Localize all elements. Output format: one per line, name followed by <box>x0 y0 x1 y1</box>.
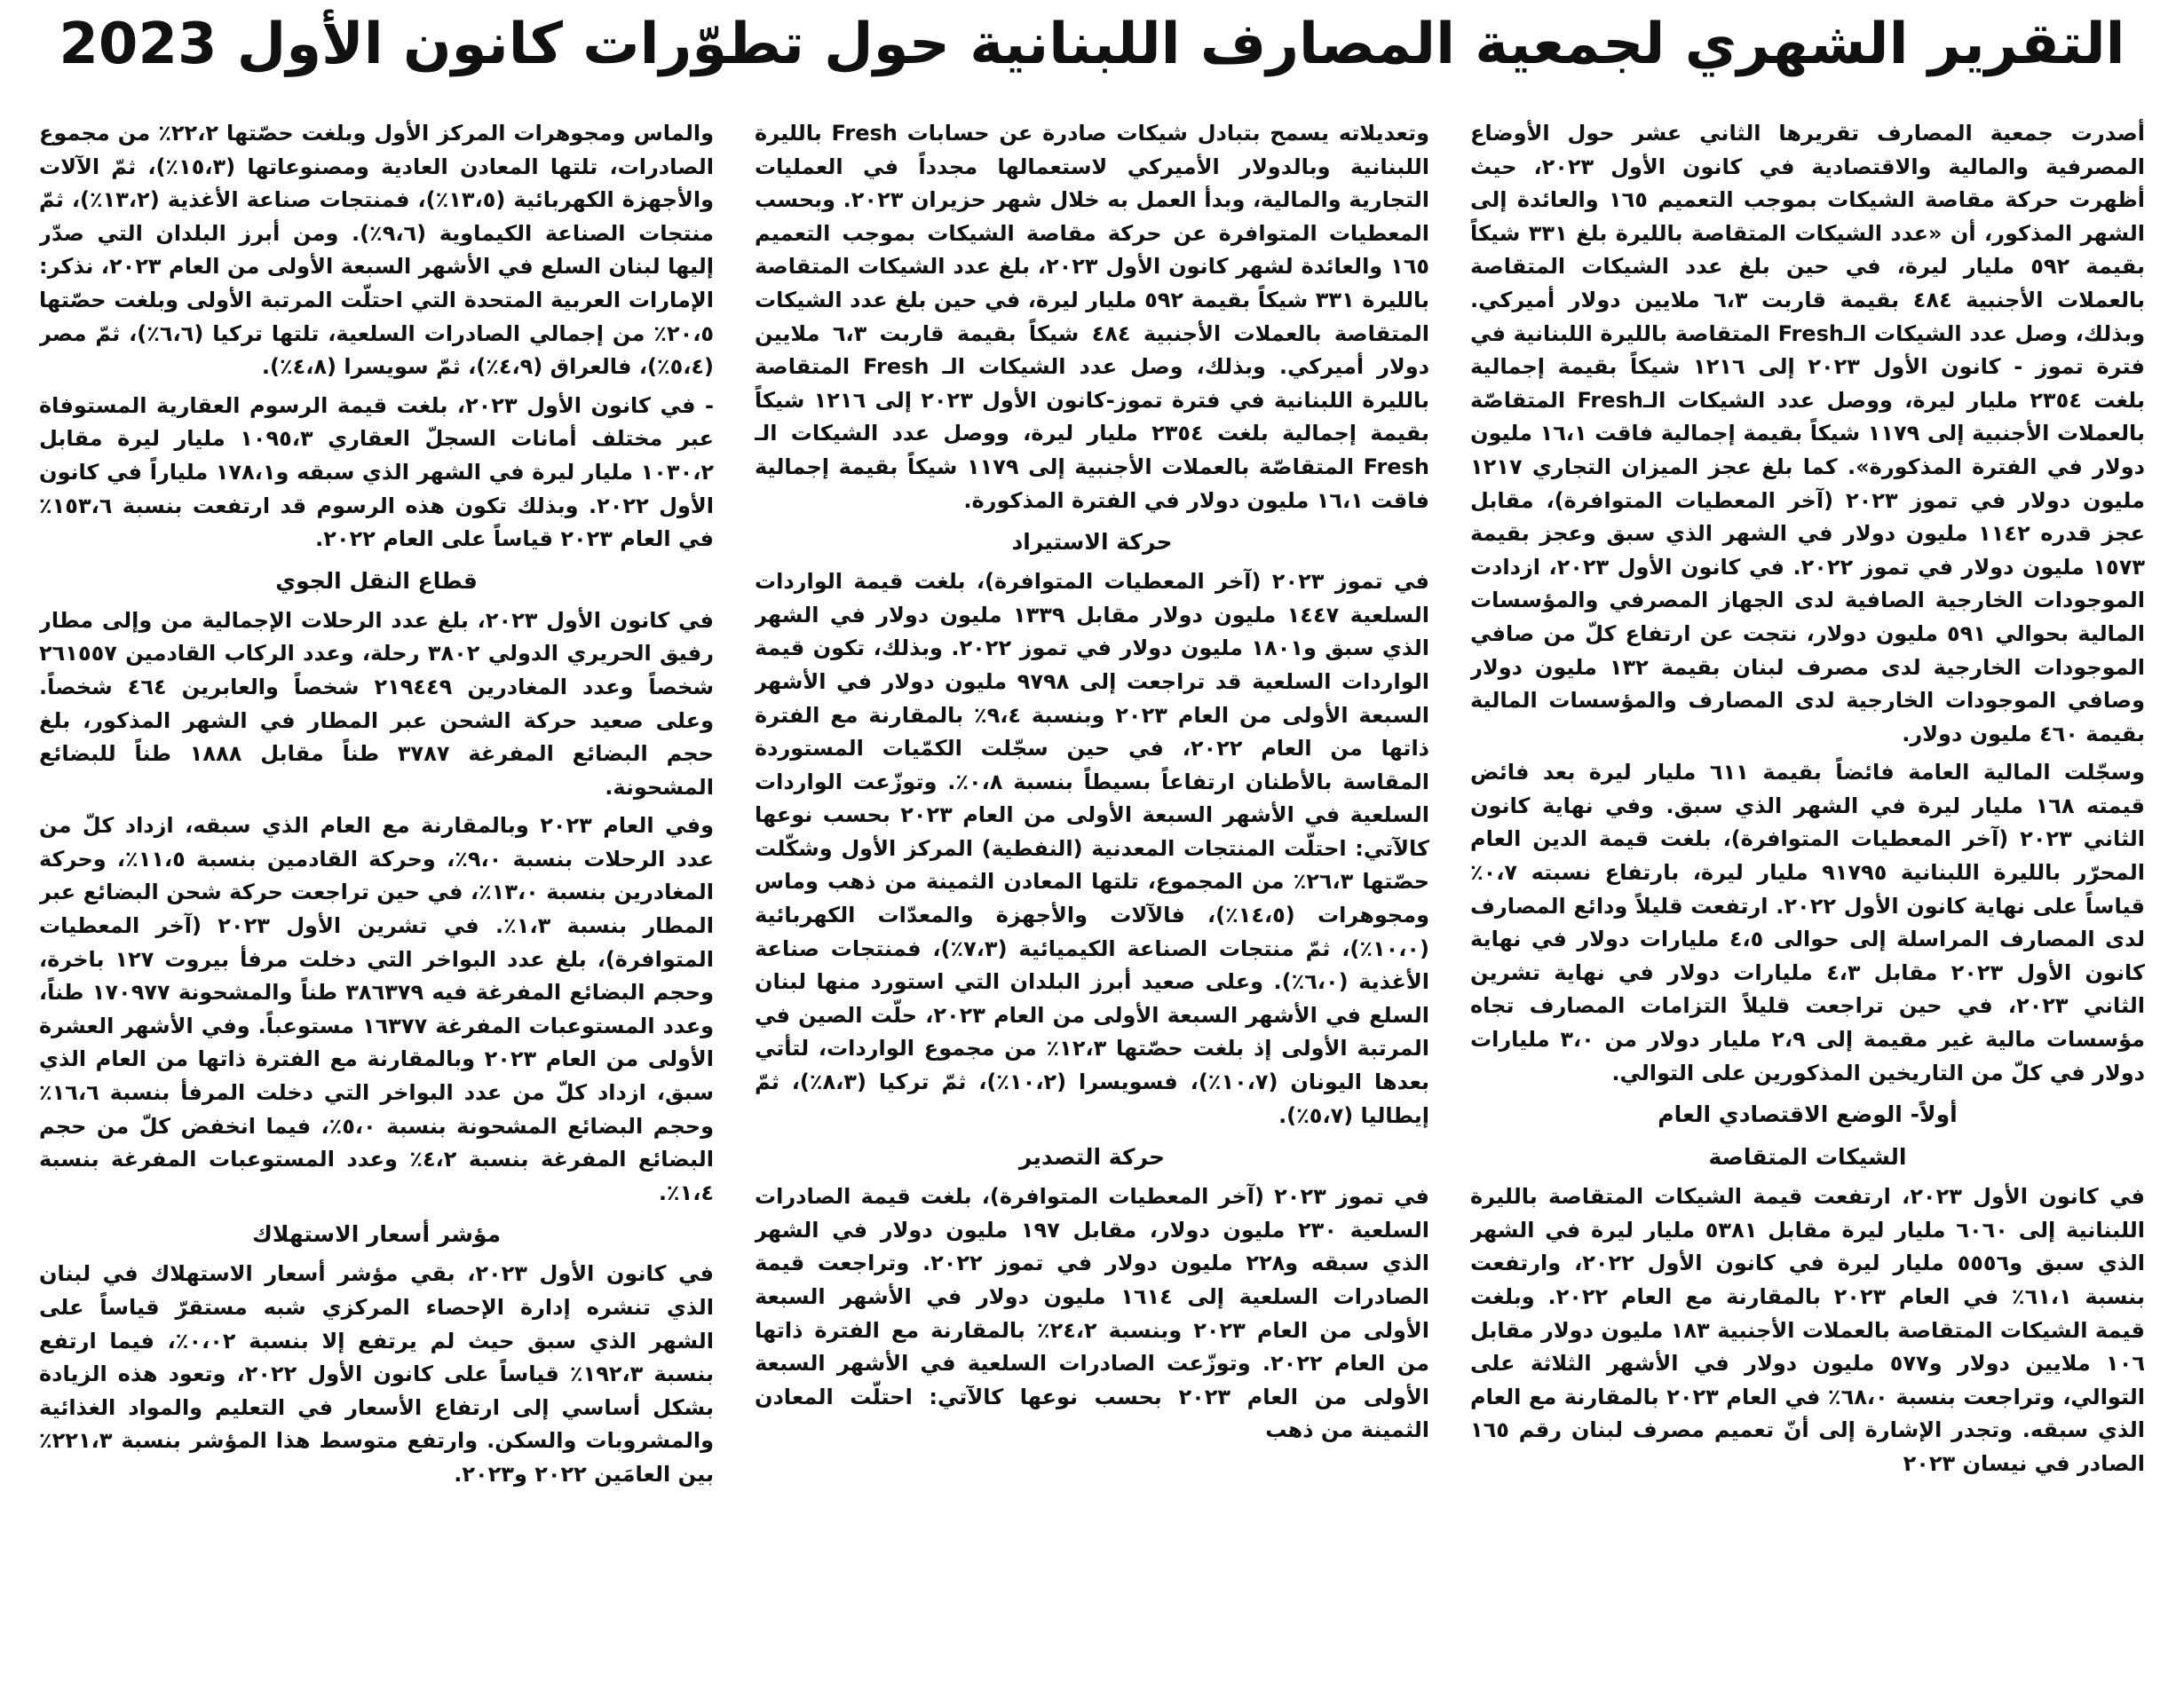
paragraph: وفي العام ٢٠٢٣ وبالمقارنة مع العام الذي سبقه، ازداد كلّ من عدد الرحلات بنسبة ٩،٠٪، وحركة القادمين بنسبة ١١،٥٪، وحركة المغادرين بنسبة ١٣،٠٪، في حين تراجعت حركة شحن البضائع عبر المطار بنسبة ١،٣٪. في تشرين الأول ٢٠٢٣ (آخر المعطيات المتوافرة)، بلغ عدد البواخر التي دخلت مرفأ بيروت ١٢٧ باخرة، وحجم البضائع المفرغة فيه ٣٨٦٣٧٩ طناً والمشحونة ١٧٠٩٧٧ طناً، وعدد المستوعبات المفرغة ١٦٣٧٧ مستوعباً. وفي الأشهر العشرة الأولى من العام ٢٠٢٣ وبالمقارنة مع الفترة ذاتها من العام الذي سبق، ازداد كلّ من عدد البواخر التي دخلت المرفأ بنسبة ١٦،٦٪ وحجم البضائع المشحونة بنسبة ٥،٠٪، فيما انخفض كلّ من حجم البضائع المفرغة بنسبة ٤،٢٪ وعدد المستوعبات المفرغة بنسبة ١،٤٪. <box>39 813 714 1205</box>
column-middle <box>755 117 1429 1684</box>
paragraph: في كانون الأول ٢٠٢٣، بقي مؤشر أسعار الاستهلاك في لبنان الذي تنشره إدارة الإحصاء المركزي شبه مستقرّ قياساً على الشهر الذي سبق حيث لم يرتفع إلا بنسبة ٠،٠٢٪، فيما ارتفع بنسبة ١٩٢،٣٪ قياساً على كانون الأول ٢٠٢٢، وتعود هذه الزيادة بشكل أساسي إلى ارتفاع الأسعار في التعليم والمواد الغذائية والمشروبات والسكن. وارتفع متوسط هذا المؤشر بنسبة ٢٢١،٣٪ بين العامَين ٢٠٢٢ و٢٠٢٣. <box>39 1261 714 1487</box>
paragraph: أصدرت جمعية المصارف تقريرها الثاني عشر حول الأوضاع المصرفية والمالية والاقتصادية في كانون الأول ٢٠٢٣، حيث أظهرت حركة مقاصة الشيكات بموجب التعميم ١٦٥ والعائدة إلى الشهر المذكور، أن «عدد الشيكات المتقاصة بالليرة بلغ ٣٣١ شيكاً بقيمة ٥٩٢ مليار ليرة، في حين بلغ عدد الشيكات المتقاصة بالعملات الأجنبية ٤٨٤ بقيمة قاربت ٦،٣ ملايين دولار أميركي. وبذلك، وصل عدد الشيكات الـFresh المتقاصة بالليرة اللبنانية في فترة تموز - كانون الأول ٢٠٢٣ إلى ١٢١٦ شيكاً بقيمة إجمالية بلغت ٢٣٥٤ مليار ليرة، ووصل عدد الشيكات الـFresh المتقاصّة بالعملات الأجنبية إلى ١١٧٩ شيكاً بقيمة إجمالية فاقت ١٦،١ مليون دولار في الفترة المذكورة». كما بلغ عجز الميزان التجاري ١٢١٧ مليون دولار في تموز ٢٠٢٣ (آخر المعطيات المتوافرة)، مقابل عجز قدره ١١٤٢ مليون دولار في الشهر الذي سبق وعجز بقيمة ١٥٧٣ مليون دولار في تموز ٢٠٢٢. في كانون الأول ٢٠٢٣، ازدادت الموجودات الخارجية الصافية لدى الجهاز المصرفي والمؤسسات المالية بحوالي ٥٩١ مليون دولار، نتجت عن ارتفاع كلّ من صافي الموجودات الخارجية لدى مصرف لبنان بقيمة ١٣٢ مليون دولار وصافي الموجودات الخارجية لدى المصارف والمؤسسات المالية بقيمة ٤٦٠ مليون دولار. <box>1470 121 2145 746</box>
paragraph: والماس ومجوهرات المركز الأول وبلغت حصّتها ٢٢،٢٪ من مجموع الصادرات، تلتها المعادن العادية ومصنوعاتها (١٥،٣٪)، ثمّ الآلات والأجهزة الكهربائية (١٣،٥٪)، فمنتجات صناعة الأغذية (١٣،٢٪)، ثمّ منتجات الصناعة الكيماوية (٩،٦٪). ومن أبرز البلدان التي صدّر إليها لبنان السلع في الأشهر السبعة الأولى من العام ٢٠٢٣، نذكر: الإمارات العربية المتحدة التي احتلّت المرتبة الأولى وبلغت حصّتها ٢٠،٥٪ من إجمالي الصادرات السلعية، تلتها تركيا (٦،٦٪)، ثمّ مصر (٥،٤٪)، فالعراق (٤،٩٪)، ثمّ سويسرا (٤،٨٪). <box>39 121 714 380</box>
paragraph: في كانون الأول ٢٠٢٣، ارتفعت قيمة الشيكات المتقاصة بالليرة اللبنانية إلى ٦٠٦٠ مليار ليرة مقابل ٥٣٨١ مليار ليرة في الشهر الذي سبق و٥٥٥٦ مليار ليرة في كانون الأول ٢٠٢٢، وارتفعت بنسبة ٦١،١٪ في العام ٢٠٢٣ بالمقارنة مع العام ٢٠٢٢. وبلغت قيمة الشيكات المتقاصة بالعملات الأجنبية ١٨٣ مليون دولار مقابل ١٠٦ ملايين دولار و٥٧٧ مليون دولار في الأشهر الثلاثة على التوالي، وتراجعت بنسبة ٦٨،٠٪ في العام ٢٠٢٣ بالمقارنة مع العام الذي سبقه. وتجدر الإشارة إلى أنّ تعميم مصرف لبنان رقم ١٦٥ الصادر في نيسان ٢٠٢٣ <box>1470 1184 2145 1476</box>
paragraph: في كانون الأول ٢٠٢٣، بلغ عدد الرحلات الإجمالية من وإلى مطار رفيق الحريري الدولي ٣٨٠٢ رحلة، وعدد الركاب القادمين ٢٦١٥٥٧ شخصاً وعدد المغادرين ٢١٩٤٤٩ شخصاً والعابرين ٤٦٤ شخصاً. وعلى صعيد حركة الشحن عبر المطار في الشهر المذكور، بلغ حجم البضائع المفرغة ٣٧٨٧ طناً مقابل ١٨٨٨ طناً للبضائع المشحونة. <box>39 607 714 800</box>
section-heading: أولاً- الوضع الاقتصادي العام <box>1658 1101 1958 1128</box>
column-left <box>39 117 714 1684</box>
paragraph: في تموز ٢٠٢٣ (آخر المعطيات المتوافرة)، بلغت قيمة الواردات السلعية ١٤٤٧ مليون دولار مقابل ١٣٣٩ مليون دولار في الشهر الذي سبق و١٨٠١ مليون دولار في تموز ٢٠٢٢. وبذلك، تكون قيمة الواردات السلعية قد تراجعت إلى ٩٧٩٨ مليون دولار في الأشهر السبعة الأولى من العام ٢٠٢٣ وبنسبة ٩،٤٪ بالمقارنة مع الفترة ذاتها من العام ٢٠٢٢، في حين سجّلت الكمّيات المستوردة المقاسة بالأطنان ارتفاعاً بسيطاً بنسبة ٠،٨٪. وتوزّعت الواردات السلعية في الأشهر السبعة الأولى من العام ٢٠٢٣ بحسب نوعها كالآتي: احتلّت المنتجات المعدنية (النفطية) المركز الأول وشكّلت حصّتها ٢٦،٣٪ من المجموع، تلتها المعادن الثمينة من ذهب وماس ومجوهرات (١٤،٥٪)، فالآلات والأجهزة والمعدّات الكهربائية (١٠،٠٪)، ثمّ منتجات الصناعة الكيميائية (٧،٣٪)، فمنتجات صناعة الأغذية (٦،٠٪). وعلى صعيد أبرز البلدان التي استورد منها لبنان السلع في الأشهر السبعة الأولى من العام ٢٠٢٣، حلّت الصين في المرتبة الأولى إذ بلغت حصّتها ١٢،٣٪ من مجموع الواردات، لتأتي بعدها اليونان (١٠،٧٪)، فسويسرا (١٠،٢٪)، ثمّ تركيا (٨،٣٪)، ثمّ إيطاليا (٥،٧٪). <box>755 569 1429 1128</box>
column-right <box>1470 117 2145 1684</box>
section-heading: مؤشر أسعار الاستهلاك <box>251 1221 502 1248</box>
section-heading: قطاع النقل الجوي <box>275 567 478 594</box>
paragraph: - في كانون الأول ٢٠٢٣، بلغت قيمة الرسوم العقارية المستوفاة عبر مختلف أمانات السجلّ العقاري ١٠٩٥،٣ مليار ليرة مقابل ١٠٣٠،٢ مليار ليرة في الشهر الذي سبقه و١٧٨،١ ملياراً في كانون الأول ٢٠٢٢. وبذلك تكون هذه الرسوم قد ارتفعت بنسبة ١٥٣،٦٪ في العام ٢٠٢٣ قياساً على العام ٢٠٢٢. <box>39 392 714 552</box>
section-heading: حركة التصدير <box>1018 1144 1166 1171</box>
paragraph: وتعديلاته يسمح بتبادل شيكات صادرة عن حسابات Fresh بالليرة اللبنانية وبالدولار الأميركي لاستعمالها مجدداً في العمليات التجارية والمالية، وبدأ العمل به خلال شهر حزيران ٢٠٢٣. وبحسب المعطيات المتوافرة عن حركة مقاصة الشيكات بموجب التعميم ١٦٥ والعائدة لشهر كانون الأول ٢٠٢٣، بلغ عدد الشيكات المتقاصة بالليرة ٣٣١ شيكاً بقيمة ٥٩٢ مليار ليرة، في حين بلغ عدد الشيكات المتقاصة بالعملات الأجنبية ٤٨٤ شيكاً بقيمة قاربت ٦،٣ ملايين دولار أميركي. وبذلك، وصل عدد الشيكات الـ Fresh المتقاصة بالليرة اللبنانية في فترة تموز-كانون الأول ٢٠٢٣ إلى ١٢١٦ شيكاً بقيمة إجمالية بلغت ٢٣٥٤ مليار ليرة، ووصل عدد الشيكات الـ Fresh المتقاصّة بالعملات الأجنبية إلى ١١٧٩ شيكاً بقيمة إجمالية فاقت ١٦،١ مليون دولار في الفترة المذكورة. <box>755 121 1429 513</box>
paragraph: في تموز ٢٠٢٣ (آخر المعطيات المتوافرة)، بلغت قيمة الصادرات السلعية ٢٣٠ مليون دولار، مقابل ١٩٧ مليون دولار في الشهر الذي سبقه و٢٢٨ مليون دولار في تموز ٢٠٢٢. وتراجعت قيمة الصادرات السلعية إلى ١٦١٤ مليون دولار في الأشهر السبعة الأولى من العام ٢٠٢٣ وبنسبة ٢٤،٢٪ بالمقارنة مع الفترة ذاتها من العام ٢٠٢٢. وتوزّعت الصادرات السلعية في الأشهر السبعة الأولى من العام ٢٠٢٣ بحسب نوعها كالآتي: احتلّت المعادن الثمينة من ذهب <box>755 1184 1429 1443</box>
section-heading: حركة الاستيراد <box>1011 529 1173 556</box>
section-subheading: الشيكات المتقاصة <box>1708 1144 1907 1171</box>
paragraph: وسجّلت المالية العامة فائضاً بقيمة ٦١١ مليار ليرة بعد فائض قيمته ١٦٨ مليار ليرة في الشهر الذي سبق. وفي نهاية كانون الثاني ٢٠٢٣ (آخر المعطيات المتوافرة)، بلغت قيمة الدين العام المحرّر بالليرة اللبنانية ٩١٧٩٥ مليار ليرة، بارتفاع نسبته ٠،٧٪ قياساً على نهاية كانون الأول ٢٠٢٢. ارتفعت قليلاً ودائع المصارف لدى المصارف المراسلة إلى حوالى ٤،٥ مليارات دولار في نهاية كانون الأول ٢٠٢٣ مقابل ٤،٣ مليارات دولار في نهاية تشرين الثاني ٢٠٢٣، في حين تراجعت قليلاً التزامات المصارف تجاه مؤسسات مالية غير مقيمة إلى ٢،٩ مليار دولار من ٣،٠ مليارات دولار في كلّ من التاريخين المذكورين على التوالي. <box>1470 760 2145 1085</box>
page-title: التقرير الشهري لجمعية المصارف اللبنانية حول تطوّرات كانون الأول 2023 <box>59 12 2125 77</box>
